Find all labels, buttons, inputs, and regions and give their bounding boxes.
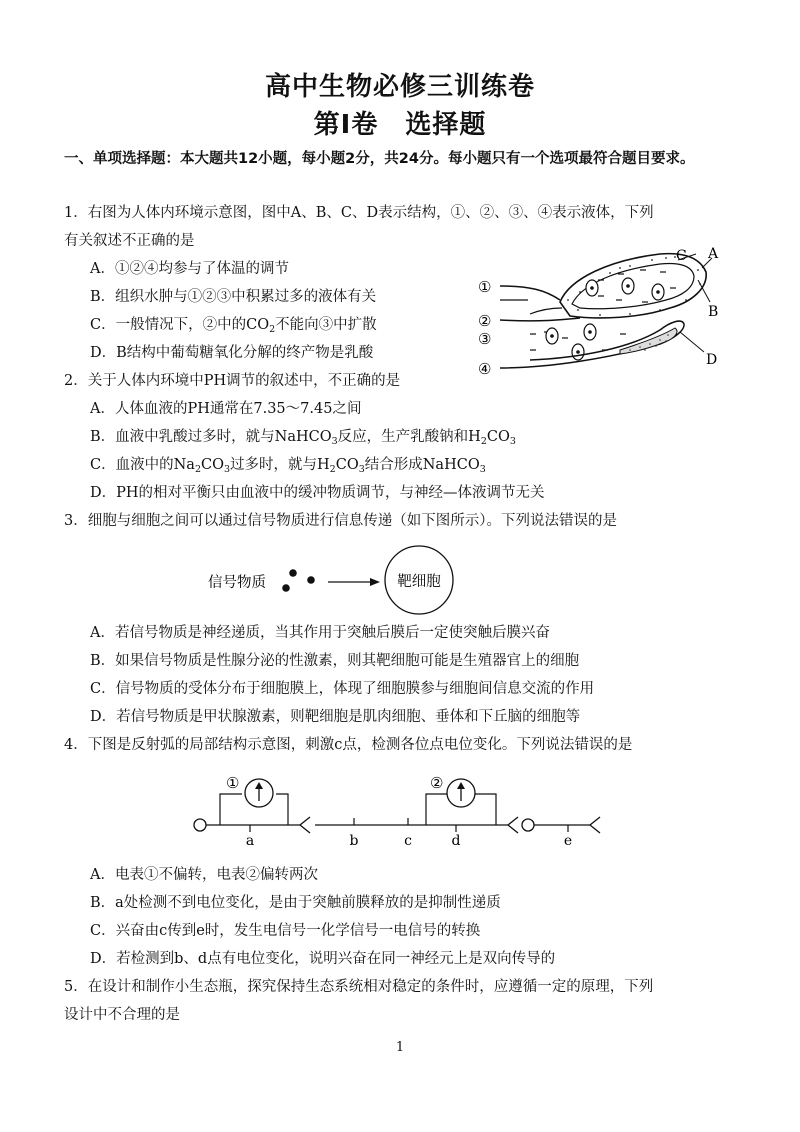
q1-label-d: D xyxy=(706,352,718,368)
q4-meter2-label: ② xyxy=(430,774,444,792)
q1-option-b: B．组织水肿与①②③中积累过多的液体有关 xyxy=(90,289,377,305)
q4-point-e: e xyxy=(563,833,573,849)
q3-option-c: C．信号物质的受体分布于细胞膜上，体现了细胞膜参与细胞间信息交流的作用 xyxy=(90,681,595,697)
q1-option-d: D．B结构中葡萄糖氧化分解的终产物是乳酸 xyxy=(90,345,374,361)
q2-option-a: A．人体血液的PH通常在7.35～7.45之间 xyxy=(90,401,362,417)
q1-label-a: A xyxy=(708,246,719,262)
q3-option-a: A．若信号物质是神经递质，当其作用于突触后膜后一定使突触后膜兴奋 xyxy=(90,625,550,641)
q4-option-b: B．a处检测不到电位变化，是由于突触前膜释放的是抑制性递质 xyxy=(90,895,501,911)
q3-target-cell-label: 靶细胞 xyxy=(397,574,441,590)
q1-stem-line2: 有关叙述不正确的是 xyxy=(64,233,195,249)
q3-stem: 3．细胞与细胞之间可以通过信号物质进行信息传递（如下图所示）。下列说法错误的是 xyxy=(64,513,617,529)
q4-option-d: D．若检测到b、d点有电位变化，说明兴奋在同一神经元上是双向传导的 xyxy=(90,951,556,967)
q5-stem-line2: 设计中不合理的是 xyxy=(64,1007,180,1023)
q3-signal-label: 信号物质 xyxy=(208,575,266,591)
q1-option-c: C．一般情况下，②中的$CO_2$不能向③中扩散 xyxy=(90,317,377,335)
q4-point-d: d xyxy=(451,833,461,849)
q5-stem-line1: 5．在设计和制作小生态瓶，探究保持生态系统相对稳定的条件时，应遵循一定的原理，下列 xyxy=(64,979,654,995)
q1-label-1: ① xyxy=(478,278,492,296)
q4-option-a: A．电表①不偏转，电表②偏转两次 xyxy=(90,867,318,883)
q1-label-3: ③ xyxy=(478,330,492,348)
q4-stem: 4．下图是反射弧的局部结构示意图，刺激c点，检测各位点电位变化。下列说法错误的是 xyxy=(64,737,633,753)
q4-option-c: C．兴奋由c传到e时，发生电信号一化学信号一电信号的转换 xyxy=(90,923,481,939)
q1-label-4: ④ xyxy=(478,360,492,378)
q1-label-2: ② xyxy=(478,312,492,330)
q2-stem: 2．关于人体内环境中PH调节的叙述中，不正确的是 xyxy=(64,373,401,389)
q3-option-d: D．若信号物质是甲状腺激素，则靶细胞是肌肉细胞、垂体和下丘脑的细胞等 xyxy=(90,709,581,725)
q2-option-c: C．血液中的$Na_2CO_3$过多时，就与$H_2CO_3$结合形成NaHCO$_3$ xyxy=(90,457,486,475)
page-subtitle: 第Ⅰ卷 选择题 xyxy=(313,110,487,140)
q1-option-a: A．①②④均参与了体温的调节 xyxy=(90,261,289,277)
q4-point-a: a xyxy=(245,833,255,849)
q2-option-b: B．血液中乳酸过多时，就与NaHCO$_3$反应，生产乳酸钠和$H_2CO_3$ xyxy=(90,429,516,447)
reflex-arc-figure xyxy=(190,768,610,856)
page-title: 高中生物必修三训练卷 xyxy=(264,72,535,102)
q1-stem-line1: 1．右图为人体内环境示意图，图中A、B、C、D表示结构，①、②、③、④表示液体，下列 xyxy=(64,205,654,221)
q4-point-b: b xyxy=(349,833,359,849)
signal-transduction-figure xyxy=(200,540,460,620)
q3-option-b: B．如果信号物质是性腺分泌的性激素，则其靶细胞可能是生殖器官上的细胞 xyxy=(90,653,580,669)
q4-point-c: c xyxy=(404,833,412,849)
section-heading: 一、单项选择题：本大题共12小题，每小题2分，共24分。每小题只有一个选项最符合题目要求。 xyxy=(64,151,695,167)
page-number: 1 xyxy=(395,1040,405,1055)
q1-label-c: C xyxy=(676,248,687,264)
q4-meter1-label: ① xyxy=(226,774,240,792)
q2-option-d: D．PH的相对平衡只由血液中的缓冲物质调节，与神经—体液调节无关 xyxy=(90,485,545,501)
q1-label-b: B xyxy=(708,304,719,320)
internal-environment-figure xyxy=(470,240,730,385)
